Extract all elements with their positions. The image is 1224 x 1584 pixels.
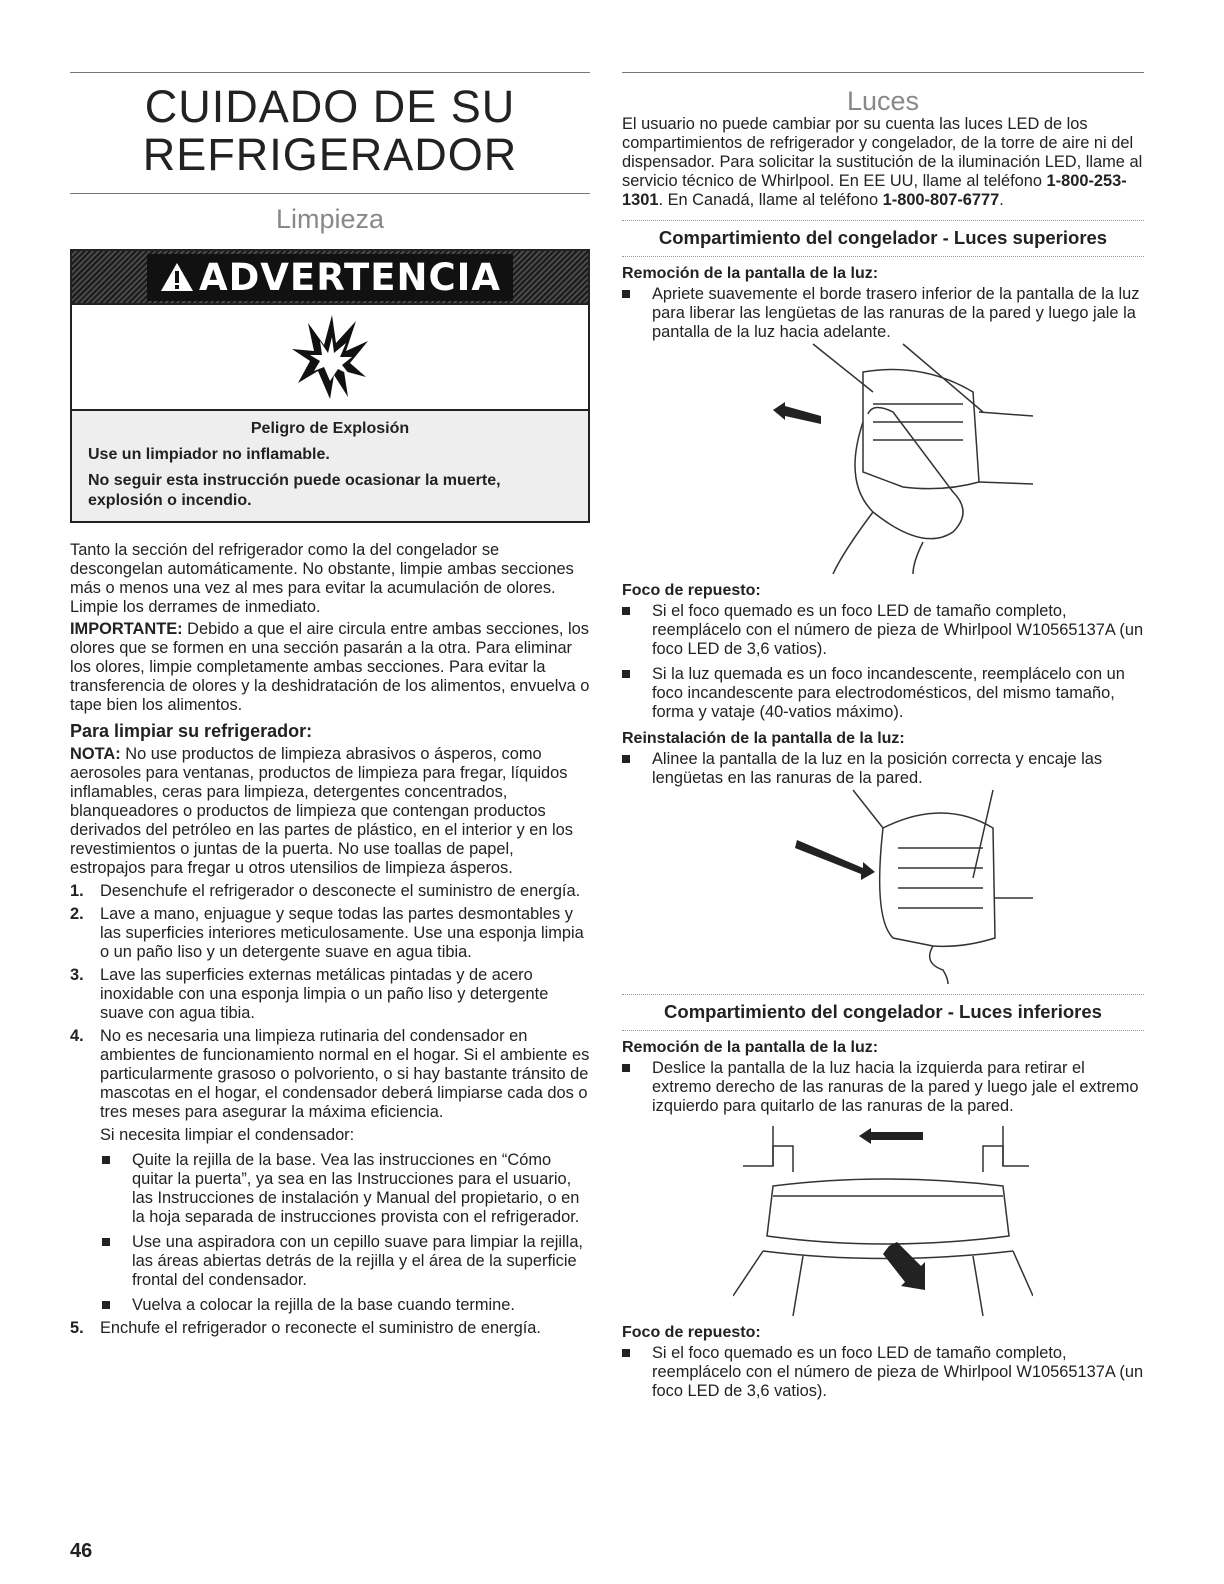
warning-heading: Peligro de Explosión <box>250 420 410 437</box>
lower-removal-text: Deslice la pantalla de la luz hacia la izquierda para retirar el extremo derecho de las ranuras de la pared y luego jale el extremo izquierdo para quitarlo de las ranuras de la pared. <box>652 1059 1139 1115</box>
condenser-bullet: Quite la rejilla de la base. Vea las instrucciones en “Cómo quitar la puerta”, ya sea en las Instrucciones para el usuario, las Instrucciones de instalación y Manual del propietario, o en la hoja separada de instrucciones provista con el refrigerador. <box>132 1151 580 1226</box>
important-text: Debido a que el aire circula entre ambas secciones, los olores que se formen en una sección pasarán a la otra. Para eliminar los olores, limpie completamente ambas secciones. Para evitar la transferencia de olores y la deshidratación de los alimentos, envuelva o tape bien los alimentos. <box>70 620 590 714</box>
step-number: 3. <box>70 966 84 984</box>
step-text: Enchufe el refrigerador o reconecte el suministro de energía. <box>100 1319 541 1337</box>
top-rule <box>70 72 590 73</box>
upper-light-removal-illustration <box>723 342 1043 574</box>
warning-icon-row <box>72 305 588 411</box>
list-item <box>70 905 590 962</box>
list-item <box>622 1344 1144 1401</box>
note-label: NOTA: <box>70 745 121 763</box>
title-rule <box>70 193 590 194</box>
list-item <box>70 966 590 1023</box>
warning-body <box>72 411 588 521</box>
upper-bulb-item: Si la luz quemada es un foco incandescente, reemplácelo con un foco incandescente para electrodomésticos, del mismo tamaño, forma y vataje (40-vatios máximo). <box>652 665 1125 721</box>
list-item <box>70 1027 590 1145</box>
cleaning-intro: Tanto la sección del refrigerador como la del congelador se descongelan automáticamente. No obstante, limpie ambas secciones más o menos una vez al mes para evitar la acumulación de olores. Limpie los derrames de inmediato. <box>70 541 574 616</box>
list-item <box>70 1319 590 1338</box>
warning-header <box>72 251 588 305</box>
left-column <box>70 72 590 1338</box>
step-text: Desenchufe el refrigerador o desconecte el suministro de energía. <box>100 882 581 900</box>
bullet-square-icon <box>622 1344 652 1401</box>
list-item <box>102 1151 590 1227</box>
condenser-bullet: Vuelva a colocar la rejilla de la base cuando termine. <box>132 1296 515 1314</box>
upper-removal-heading: Remoción de la pantalla de la luz: <box>622 265 879 282</box>
warning-line2: No seguir esta instrucción puede ocasionar la muerte, explosión o incendio. <box>88 472 501 509</box>
warning-triangle-icon <box>159 261 195 293</box>
limpieza-subtitle: Limpieza <box>275 204 385 234</box>
luces-intro-mid: . En Canadá, llame al teléfono <box>658 191 883 209</box>
upper-reinstall-text: Alinee la pantalla de la luz en la posición correcta y encaje las lengüetas en las ranuras de la pared. <box>652 750 1103 787</box>
luces-intro-end: . <box>999 191 1004 209</box>
warning-box <box>70 249 590 523</box>
list-item <box>102 1233 590 1290</box>
lower-removal-heading: Remoción de la pantalla de la luz: <box>622 1039 879 1056</box>
upper-light-reinstall-illustration <box>733 788 1033 984</box>
important-label: IMPORTANTE: <box>70 620 183 638</box>
condenser-bullet: Use una aspiradora con un cepillo suave para limpiar la rejilla, las áreas abiertas detrás de la rejilla y el área de la superficie frontal del condensador. <box>132 1233 583 1289</box>
condenser-intro: Si necesita limpiar el condensador: <box>100 1126 355 1144</box>
luces-intro <box>622 115 1144 210</box>
list-item <box>70 882 590 901</box>
step-number: 2. <box>70 905 84 923</box>
list-item <box>102 1296 590 1315</box>
explosion-icon <box>290 311 370 403</box>
upper-bulb-item: Si el foco quemado es un foco LED de tamaño completo, reemplácelo con el número de pieza de Whirlpool W10565137A (un foco LED de 3,6 vatios). <box>652 602 1144 658</box>
note-text: No use productos de limpieza abrasivos o ásperos, como aerosoles para ventanas, productos de limpieza para fregar, líquidos inflamables, ceras para limpieza, detergentes concentrados, blanqueadores o productos de limpieza que contengan productos derivados del petróleo en las partes de plástico, en el interior y en los revestimientos o juntas de la puerta. No use toallas de papel, estropajos para fregar u otros utensilios de limpieza ásperos. <box>70 745 573 877</box>
upper-removal-text: Apriete suavemente el borde trasero inferior de la pantalla de la luz para liberar las lengüetas de las ranuras de la pared y luego jale la pantalla de la luz hacia adelante. <box>652 285 1140 341</box>
upper-reinstall-heading: Reinstalación de la pantalla de la luz: <box>622 730 905 747</box>
bullet-square-icon <box>622 750 652 788</box>
bullet-square-icon <box>102 1233 132 1290</box>
page-title-line2: REFRIGERADOR <box>142 129 518 180</box>
phone-us: 1-800-253-1301 <box>622 172 1127 209</box>
bullet-square-icon <box>622 1059 652 1116</box>
clean-heading: Para limpiar su refrigerador: <box>70 721 313 741</box>
warning-line1: Use un limpiador no inflamable. <box>88 446 330 463</box>
important-paragraph <box>70 620 590 715</box>
bullet-square-icon <box>622 285 652 342</box>
warning-title-box <box>147 254 513 301</box>
section-rule <box>622 1030 1144 1031</box>
luces-intro-text: El usuario no puede cambiar por su cuenta las luces LED de los compartimientos de refrigerador y congelador, de la torre de aire ni del dispensador. Para solicitar la sustitución de la iluminación LED, llame al servicio técnico de Whirlpool. En EE UU, llame al teléfono <box>622 115 1143 190</box>
step-text: Lave las superficies externas metálicas pintadas y de acero inoxidable con una esponja limpia o un paño liso y detergente suave con agua tibia. <box>100 966 549 1022</box>
luces-subtitle: Luces <box>846 86 920 116</box>
step-number: 4. <box>70 1027 84 1045</box>
step-number: 5. <box>70 1319 84 1337</box>
step-number: 1. <box>70 882 84 900</box>
right-column <box>622 72 1144 1401</box>
warning-title: ADVERTENCIA <box>198 255 502 299</box>
bullet-square-icon <box>102 1151 132 1227</box>
upper-bulb-heading: Foco de repuesto: <box>622 582 761 599</box>
page-title <box>70 83 590 179</box>
bullet-square-icon <box>102 1296 132 1315</box>
list-item <box>622 285 1144 342</box>
note-paragraph <box>70 745 590 878</box>
lower-bulb-text: Si el foco quemado es un foco LED de tamaño completo, reemplácelo con el número de pieza de Whirlpool W10565137A (un foco LED de 3,6 vatios). <box>652 1344 1144 1400</box>
page-title-line1: CUIDADO DE SU <box>144 81 516 132</box>
page-number: 46 <box>70 1540 93 1562</box>
phone-ca: 1-800-807-6777 <box>882 191 1000 209</box>
top-rule <box>622 72 1144 73</box>
list-item <box>622 665 1144 722</box>
lower-lights-title: Compartimiento del congelador - Luces inferiores <box>664 1001 1102 1022</box>
list-item <box>622 1059 1144 1116</box>
lower-light-removal-illustration <box>733 1126 1033 1316</box>
list-item <box>622 602 1144 659</box>
step-text: Lave a mano, enjuague y seque todas las partes desmontables y las superficies interiores meticulosamente. Use una esponja limpia o un paño liso y un detergente suave en agua tibia. <box>100 905 584 961</box>
list-item <box>622 750 1144 788</box>
bullet-square-icon <box>622 602 652 659</box>
upper-lights-title: Compartimiento del congelador - Luces superiores <box>658 227 1108 248</box>
step-text: No es necesaria una limpieza rutinaria del condensador en ambientes de funcionamiento normal en el hogar. Si el ambiente es particularmente grasoso o polvoriento, o si hay bastante tránsito de mascotas en el hogar, el condensador deberá limpiarse cada dos o tres meses para asegurar la máxima eficiencia. <box>100 1027 590 1121</box>
lower-bulb-heading: Foco de repuesto: <box>622 1324 761 1341</box>
section-rule <box>622 256 1144 257</box>
bullet-square-icon <box>622 665 652 722</box>
